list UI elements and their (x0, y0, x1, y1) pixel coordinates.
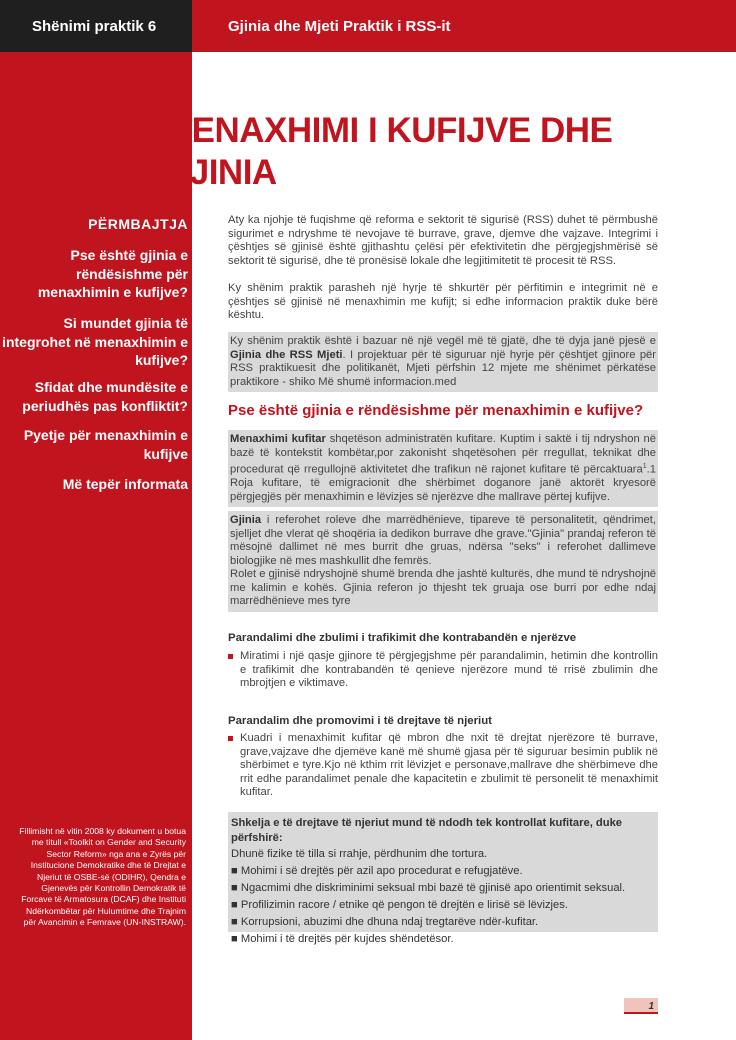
bullet-square-icon (228, 654, 233, 659)
def-text: shqetëson administratën kufitare. Kuptim i saktë i tij ndryshon në bazë të kontekstit kombëtar,por zakonisht shqetësohen për rregullat, teknikat dhe procedurat që rregullojnë aktivitetet dhe trafikun në rajonet kufitare të përcaktuara (230, 433, 656, 476)
def-text: i referohet roleve dhe marrëdhënieve, tipareve të personalitetit, qëndrimet, sjelljet dhe vlerat që shoqëria ia dedikon burrave dhe grave."Gjinia" prandaj referon të mësojnë dallimet në mes burrit dhe gruas, ndërsa "seks" i referohet dallimeve biologjike në mes mashkullit dhe femrës. (230, 514, 656, 567)
list-item: ■ Mohimi i të drejtës për kujdes shëndetësor. (231, 933, 454, 945)
bullet-icon: ■ (231, 882, 238, 894)
section-heading: Pse është gjinia e rëndësishme për menaxhimin e kufijve? (228, 402, 644, 419)
bullet-human-rights (228, 732, 658, 800)
toc-item-integration[interactable]: Si mundet gjinia të integrohet në menaxhimin e kufijve? (2, 315, 188, 368)
violations-heading: Shkelja e të drejtave të njeriut mund të ndodh tek kontrollat kufitare, duke përfshirë: (231, 817, 623, 844)
subheading-human-rights: Parandalim dhe promovimi i të drejtave të njeriut (228, 715, 492, 727)
header-right-bar (192, 0, 736, 52)
definition-box-gender (228, 511, 658, 612)
bullet-square-icon (228, 736, 233, 741)
toc-item-questions[interactable]: Pyetje për menaxhimin e kufijve (23, 427, 188, 462)
bullet-icon: ■ (231, 916, 238, 928)
info-text-bold: Gjinia dhe RSS Mjeti (230, 348, 343, 361)
subheading-trafficking: Parandalimi dhe zbulimi i trafikimit dhe kontrabandën e njerëzve (228, 632, 577, 644)
list-item: ■ Ngacmimi dhe diskriminimi seksual mbi bazë të gjinisë apo orientimit seksual. (231, 882, 626, 894)
def-term: Menaxhimi kufitar (230, 433, 326, 445)
bullet-text: Kuadri i menaxhimit kufitar që mbron dhe nxit të drejtat njerëzore të burrave, grave,vajzave dhe djemëve kanë më shumë gjasa për të siguruar besimin publik në shërbimet e tyre.Kjo në kthim rrit lëvizjet e personave,mallrave dhe shërbimeve dhe rrit edhe parandalimet penale dhe kapacitetin e zbulimit të personelit të menaxhimit kufitar. (240, 732, 658, 798)
list-item: ■ Mohimi i së drejtës për azil apo procedurat e refugjatëve. (231, 865, 523, 877)
info-text-post: . I projektuar për të siguruar një hyrje për çështjet gjinore për RSS praktikuesit dhe politikanët, Mjeti përfshin 12 mjete me shënimet përkatëse praktikore - shiko Më shumë informacion.med (230, 348, 656, 388)
violations-first-item: Dhunë fizike të tilla si rrahje, përdhunim dhe tortura. (231, 848, 488, 860)
toc-item-more-info[interactable]: Më tepër informata (62, 476, 188, 492)
page-title (163, 110, 723, 194)
intro-paragraph-2: Ky shënim praktik parasheh një hyrje të shkurtër për përfitimin e integrimit në e çështjes së gjinisë në menaxhimin me kufijt; si edhe informacion praktik duke bërë kështu. (228, 282, 658, 321)
title-line-2: GJINIA (163, 153, 277, 192)
bullet-trafficking (228, 650, 658, 691)
toc-item-why-gender[interactable]: Pse është gjinia e rëndësishme për menaxhimin e kufijve? (37, 247, 188, 300)
header-left-bar (0, 0, 192, 52)
list-item: ■ Profilizimin racore / etnike që pengon të drejtën e lirisë së lëvizjes. (231, 899, 568, 911)
toc-heading: PËRMBAJTJA (88, 216, 188, 232)
series-title: Gjinia dhe Mjeti Praktik i RSS-it (228, 18, 451, 35)
list-item: ■ Korrupsioni, abuzimi dhe dhuna ndaj tregtarëve ndër-kufitar. (231, 916, 539, 928)
bullet-icon: ■ (231, 865, 238, 877)
note-number: Shënimi praktik 6 (32, 18, 157, 35)
title-line-1: MENAXHIMI I KUFIJVE DHE (163, 111, 613, 150)
bullet-icon: ■ (231, 933, 238, 945)
info-box (228, 332, 658, 392)
publication-note: Fillimisht në vitin 2008 ky dokument u botua me titull «Toolkit on Gender and Security Sector Reform» nga ana e Zyrës për Institucione Demokratike dhe të Drejtat e Njeriut të OSBE-së (ODIHR), Qendra e Gjenevës për Kontrollin Demokratik të Forcave të Armatosura (DCAF) dhe Instituti Ndërkombëtar për Hulumtime dhe Trajnim për Avancimin e Femrave (UN-INSTRAW). (19, 826, 186, 928)
intro-paragraph-1: Aty ka njohje të fuqishme që reforma e sektorit të sigurisë (RSS) duhet të përmbushë sigurimet e ndryshme të nevojave të burrave, grave, djemve dhe vajzave. Integrimi i çështjes së gjinisë është gjithashtu çelësi për efektivitetin dhe përgjegjshmërisë së sektorit të sigurisë, dhe të pronësisë lokale dhe legjitimitetit të procesit të RSS. (228, 214, 658, 267)
page-number: 1 (624, 998, 658, 1014)
info-text-pre: Ky shënim praktik është i bazuar në një vegël më të gjatë, dhe të dyja janë pjesë e (230, 335, 656, 347)
footnote-ref[interactable]: 1 (642, 463, 647, 470)
def-text-2: .1 Roja kufitare, të emigracionit dhe shërbimet doganore janë aktorët kryesorë përgjegjës për menaxhimin e lëvizjes së njerëzve dhe mallrave përtej kufijve. (230, 463, 656, 503)
bullet-text: Miratimi i një qasje gjinore të përgjegjshme për parandalimin, hetimin dhe kontrollin e trafikimit dhe kontrabandën të qenieve njerëzore mund të rrisë zbulimin dhe mbrojtjen e viktimave. (240, 650, 658, 689)
toc-item-challenges[interactable]: Sfidat dhe mundësite e periudhës pas konfliktit? (22, 379, 188, 414)
bullet-icon: ■ (231, 899, 238, 911)
def-text-2: Rolet e gjinisë ndryshojnë shumë brenda dhe jashtë kulturës, dhe mund të ndryshojnë me kalimin e kohës. Gjinia referon jo thjesht tek gruaja ose burri por edhe ndaj marrëdhënieve mes tyre (230, 568, 657, 607)
definition-box-border-management (228, 430, 658, 507)
def-term: Gjinia (230, 514, 262, 526)
violations-box (228, 812, 658, 945)
